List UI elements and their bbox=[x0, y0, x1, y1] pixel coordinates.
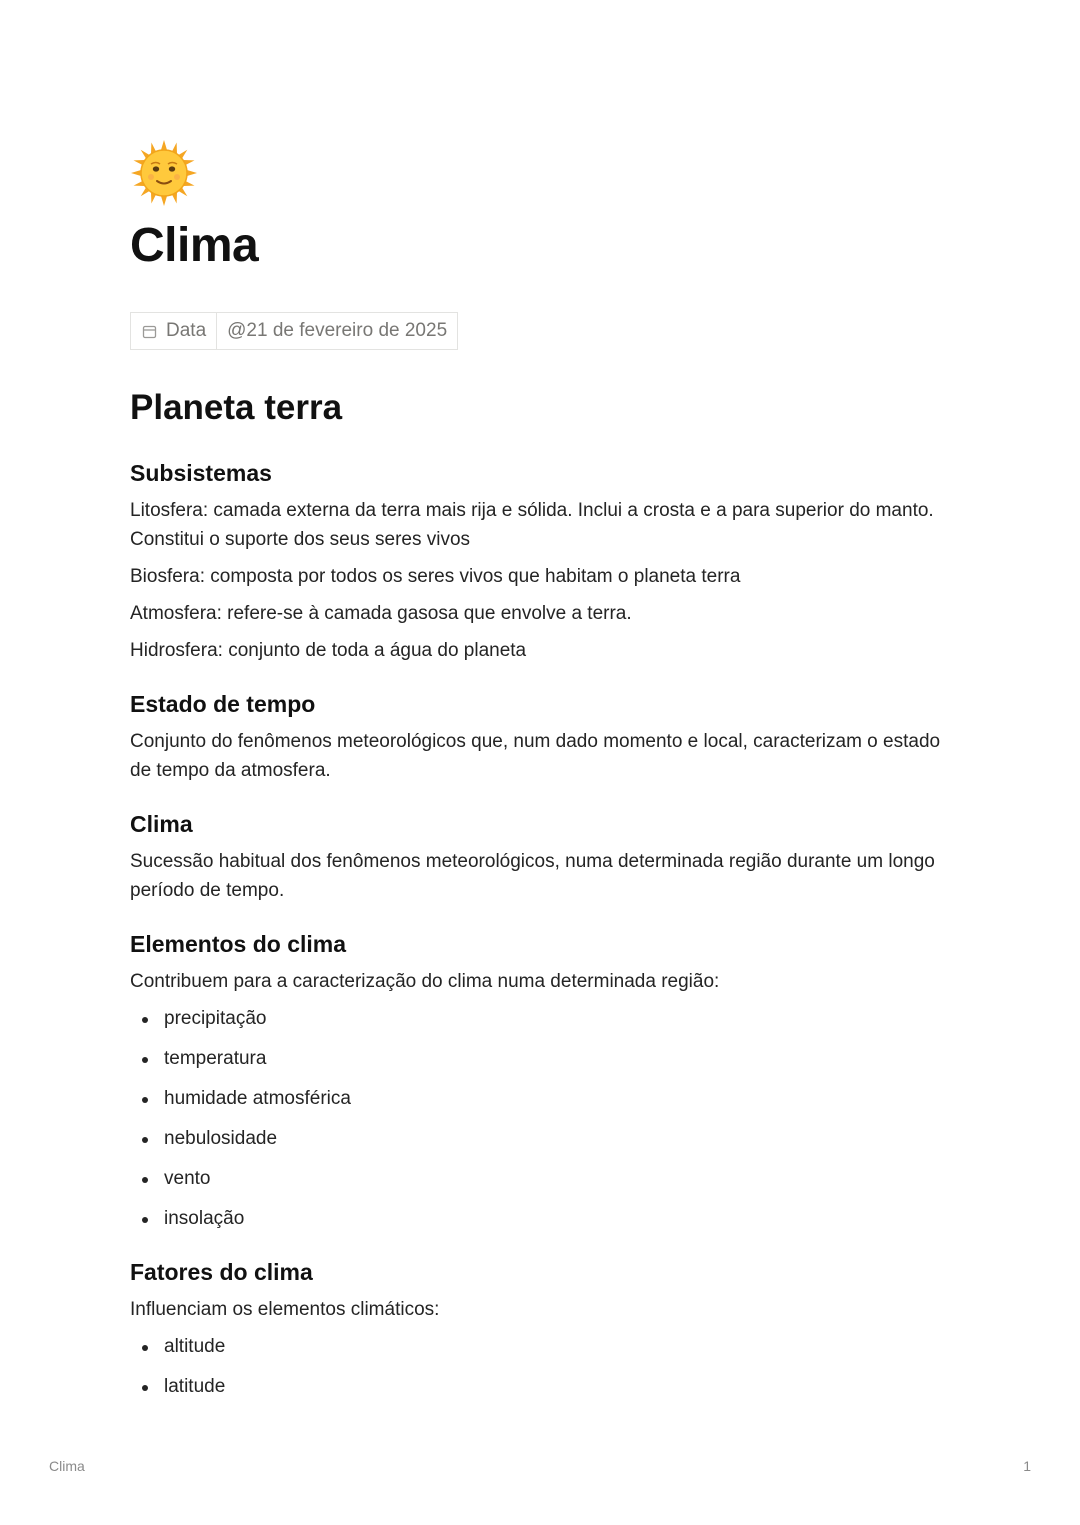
list-item: insolação bbox=[130, 1204, 950, 1233]
sun-with-face-icon bbox=[131, 140, 197, 206]
list-item: nebulosidade bbox=[130, 1124, 950, 1153]
elementos-heading: Elementos do clima bbox=[130, 931, 347, 957]
subsistemas-block bbox=[130, 458, 950, 665]
fatores-list bbox=[130, 1332, 950, 1401]
subsistemas-heading: Subsistemas bbox=[130, 460, 272, 486]
calendar-icon bbox=[142, 324, 157, 339]
fatores-intro: Influenciam os elementos climáticos: bbox=[130, 1299, 440, 1320]
elementos-list bbox=[130, 1004, 950, 1233]
list-item: vento bbox=[130, 1164, 950, 1193]
elementos-block bbox=[130, 929, 950, 1233]
page-number: 1 bbox=[1023, 1458, 1031, 1474]
date-property-name bbox=[131, 313, 217, 349]
paragraph-litosfera: Litosfera: camada externa da terra mais rija e sólida. Inclui a crosta e a para superior do manto. Constitui o suporte dos seus seres vivos bbox=[130, 500, 934, 550]
clima-block bbox=[130, 809, 950, 905]
list-item: precipitação bbox=[130, 1004, 950, 1033]
date-property[interactable] bbox=[130, 312, 458, 350]
paragraph-atmosfera: Atmosfera: refere-se à camada gasosa que envolve a terra. bbox=[130, 603, 632, 624]
estado-tempo-text: Conjunto do fenômenos meteorológicos que, num dado momento e local, caracterizam o estado de tempo da atmosfera. bbox=[130, 731, 941, 781]
section-title: Planeta terra bbox=[130, 388, 343, 427]
estado-tempo-block bbox=[130, 689, 950, 785]
list-item: humidade atmosférica bbox=[130, 1084, 950, 1113]
date-value[interactable]: @21 de fevereiro de 2025 bbox=[227, 320, 448, 341]
elementos-intro: Contribuem para a caracterização do clima numa determinada região: bbox=[130, 971, 720, 992]
estado-tempo-heading: Estado de tempo bbox=[130, 691, 316, 717]
list-item: temperatura bbox=[130, 1044, 950, 1073]
list-item: altitude bbox=[130, 1332, 950, 1361]
date-label: Data bbox=[166, 320, 207, 341]
page-content bbox=[130, 386, 950, 1425]
fatores-heading: Fatores do clima bbox=[130, 1259, 313, 1285]
page-title: Clima bbox=[130, 219, 259, 272]
clima-text: Sucessão habitual dos fenômenos meteorológicos, numa determinada região durante um longo período de tempo. bbox=[130, 851, 935, 901]
paragraph-biosfera: Biosfera: composta por todos os seres vivos que habitam o planeta terra bbox=[130, 566, 741, 587]
paragraph-hidrosfera: Hidrosfera: conjunto de toda a água do planeta bbox=[130, 640, 527, 661]
fatores-block bbox=[130, 1257, 950, 1401]
list-item: latitude bbox=[130, 1372, 950, 1401]
clima-heading: Clima bbox=[130, 811, 193, 837]
footer-title: Clima bbox=[49, 1458, 85, 1474]
